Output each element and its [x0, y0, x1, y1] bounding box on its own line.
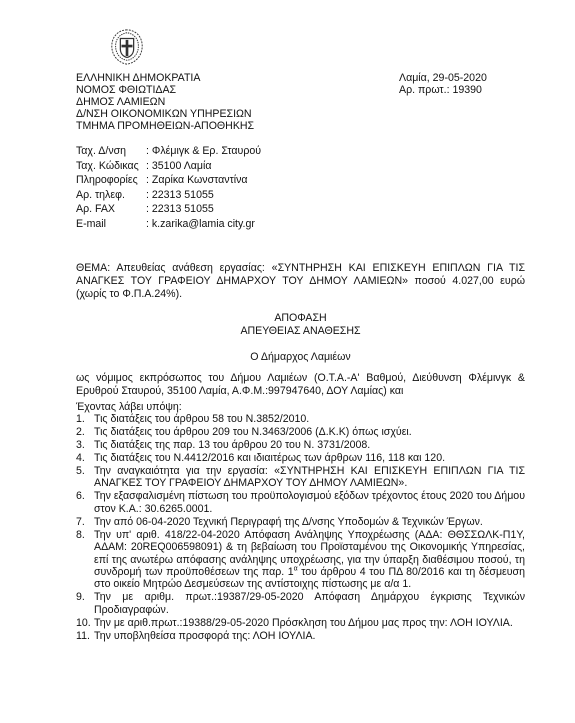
- list-item: [76, 591, 525, 616]
- item-superscript: α: [293, 565, 298, 573]
- contact-label: Ταχ. Κώδικας: [76, 159, 139, 172]
- considerations-label: Έχοντας λάβει υπόψη:: [76, 401, 182, 413]
- document-date: Λαμία, 29-05-2020: [399, 72, 487, 84]
- item-text: Την αναγκαιότητα για την εργασία: «ΣΥΝΤΗΡΗΣΗ ΚΑΙ ΕΠΙΣΚΕΥΗ ΕΠΙΠΛΩΝ ΓΙΑ ΤΙΣ ΑΝΑΓΚΕΣ ΤΟΥ ΓΡΑΦΕΙΟΥ ΔΗΜΑΡΧΟΥ ΤΟΥ ΔΗΜΟΥ ΛΑΜΙΕΩΝ».: [94, 465, 525, 490]
- list-item: [76, 439, 525, 451]
- item-number: 5.: [76, 465, 85, 477]
- list-item: [76, 516, 525, 528]
- list-item: [76, 490, 525, 515]
- header-line: ΔΗΜΟΣ ΛΑΜΙΕΩΝ: [76, 96, 166, 108]
- decision-subtitle: ΑΠΕΥΘΕΙΑΣ ΑΝΑΘΕΣΗΣ: [240, 325, 361, 337]
- intro-paragraph: ως νόμιμος εκπρόσωπος του Δήμου Λαμιέων (Ο.Τ.Α.-Α' Βαθμού, Διεύθυνση Φλέμινγκ & Ερυθρού Σταυρού, 35100 Λαμία, Α.Φ.Μ.:997947640, ΔΟΥ Λαμίας) και: [76, 372, 525, 397]
- item-number: 2.: [76, 426, 85, 438]
- list-item: [76, 413, 525, 425]
- considerations-list: [76, 413, 525, 643]
- protocol-number: Αρ. πρωτ.: 19390: [399, 84, 482, 96]
- greek-coat-of-arms-icon: [108, 28, 146, 66]
- item-text: του άρθρου 4 του ΠΔ 80/2016 και τη δέσμευση στο οικείο Μητρώο Δεσμεύσεων της αντίστοιχης πίστωσης με α/α 1.: [94, 566, 525, 591]
- item-number: 11.: [76, 629, 90, 642]
- contact-label: Πληροφορίες: [76, 174, 138, 186]
- header-line: ΤΜΗΜΑ ΠΡΟΜΗΘΕΙΩΝ-ΑΠΟΘΗΚΗΣ: [76, 120, 255, 132]
- subject-paragraph: ΘΕΜΑ: Απευθείας ανάθεση εργασίας: «ΣΥΝΤΗΡΗΣΗ ΚΑΙ ΕΠΙΣΚΕΥΗ ΕΠΙΠΛΩΝ ΓΙΑ ΤΙΣ ΑΝΑΓΚΕΣ ΤΟΥ ΓΡΑΦΕΙΟΥ ΔΗΜΑΡΧΟΥ ΤΟΥ ΔΗΜΟΥ ΛΑΜΙΕΩΝ» ποσού 4.027,00 ευρώ (χωρίς το Φ.Π.Α.24%).: [76, 262, 525, 300]
- item-number: 10.: [76, 616, 91, 629]
- contact-label: Ταχ. Δ/νση: [76, 145, 127, 157]
- decision-title: ΑΠΟΦΑΣΗ: [274, 312, 327, 324]
- contact-label: Αρ. τηλεφ.: [76, 188, 125, 201]
- item-number: 6.: [76, 490, 85, 503]
- list-item: [76, 617, 525, 629]
- item-text: Την εξασφαλισμένη πίστωση του προϋπολογισμού εξόδων τρέχοντος έτους 2020 του Δήμου στον Κ.Α.: 30.6265.0001.: [94, 490, 525, 515]
- date-protocol-block: [399, 72, 487, 96]
- mayor-heading: Ο Δήμαρχος Λαμιέων: [250, 351, 351, 363]
- contact-label: Αρ. FAX: [76, 203, 115, 215]
- contact-value: : 35100 Λαμία: [146, 159, 212, 172]
- list-item: [76, 452, 525, 464]
- item-text: Τις διατάξεις του άρθρου 58 του Ν.3852/2010.: [94, 413, 310, 425]
- header-line: ΝΟΜΟΣ ΦΘΙΩΤΙΔΑΣ: [76, 84, 177, 96]
- header-line: ΕΛΛΗΝΙΚΗ ΔΗΜΟΚΡΑΤΙΑ: [76, 72, 201, 84]
- item-number: 3.: [76, 439, 85, 451]
- item-text: Την με αριθμ. πρωτ.:19387/29-05-2020 Απόφαση Δημάρχου έγκρισης Τεχνικών Προδιαγραφών.: [94, 591, 525, 616]
- item-number: 4.: [76, 452, 85, 464]
- contact-value: : Φλέμιγκ & Ερ. Σταυρού: [146, 145, 262, 157]
- item-text: Την από 06-04-2020 Τεχνική Περιγραφή της Δ/νσης Υποδομών & Τεχνικών Έργων.: [94, 515, 483, 528]
- list-item: [76, 529, 525, 591]
- header-line: Δ/ΝΣΗ ΟΙΚΟΝΟΜΙΚΩΝ ΥΠΗΡΕΣΙΩΝ: [76, 108, 252, 120]
- item-text: Τις διατάξεις του άρθρου 209 του Ν.3463/2006 (Δ.Κ.Κ) όπως ισχύει.: [94, 426, 412, 438]
- item-text: Τις διατάξεις της παρ. 13 του άρθρου 20 του Ν. 3731/2008.: [94, 439, 371, 451]
- list-item: [76, 426, 525, 438]
- contact-value: : Ζαρίκα Κωνσταντίνα: [146, 174, 248, 186]
- issuer-header: [76, 72, 254, 132]
- list-item: [76, 630, 525, 642]
- item-text: Την με αριθ.πρωτ.:19388/29-05-2020 Πρόσκληση του Δήμου μας προς την: ΛΟΗ ΙΟΥΛΙΑ.: [94, 616, 513, 629]
- item-number: 9.: [76, 591, 85, 604]
- item-number: 1.: [76, 413, 85, 425]
- item-text: Την υποβληθείσα προσφορά της: ΛΟΗ ΙΟΥΛΙΑ.: [94, 629, 316, 642]
- contact-value: : 22313 51055: [146, 203, 214, 215]
- list-item: [76, 465, 525, 490]
- contact-value: : 22313 51055: [146, 188, 214, 201]
- item-text: Τις διατάξεις του Ν.4412/2016 και ιδιαιτέρως των άρθρων 116, 118 και 120.: [94, 452, 446, 464]
- item-number: 8.: [76, 528, 85, 541]
- contact-label: E-mail: [76, 217, 107, 230]
- contact-email[interactable]: : k.zarika@lamia city.gr: [146, 217, 255, 230]
- item-text: Την υπ' αριθ. 418/22-04-2020 Απόφαση Ανάληψης Υποχρέωσης (ΑΔΑ: ΘΘΣΣΩΛΚ-Π1Υ, ΑΔΑΜ: 20REQ006598091) & τη βεβαίωση του Προϊσταμένου της Οικονομικής Υπηρεσίας, επί της ανωτέρω απόφασης ανάληψης υποχρέωσης, για την ύπαρξη διαθέσιμου ποσού, τη συνδρομή των προϋποθέσεων της παρ. 1: [94, 528, 525, 579]
- item-number: 7.: [76, 515, 85, 528]
